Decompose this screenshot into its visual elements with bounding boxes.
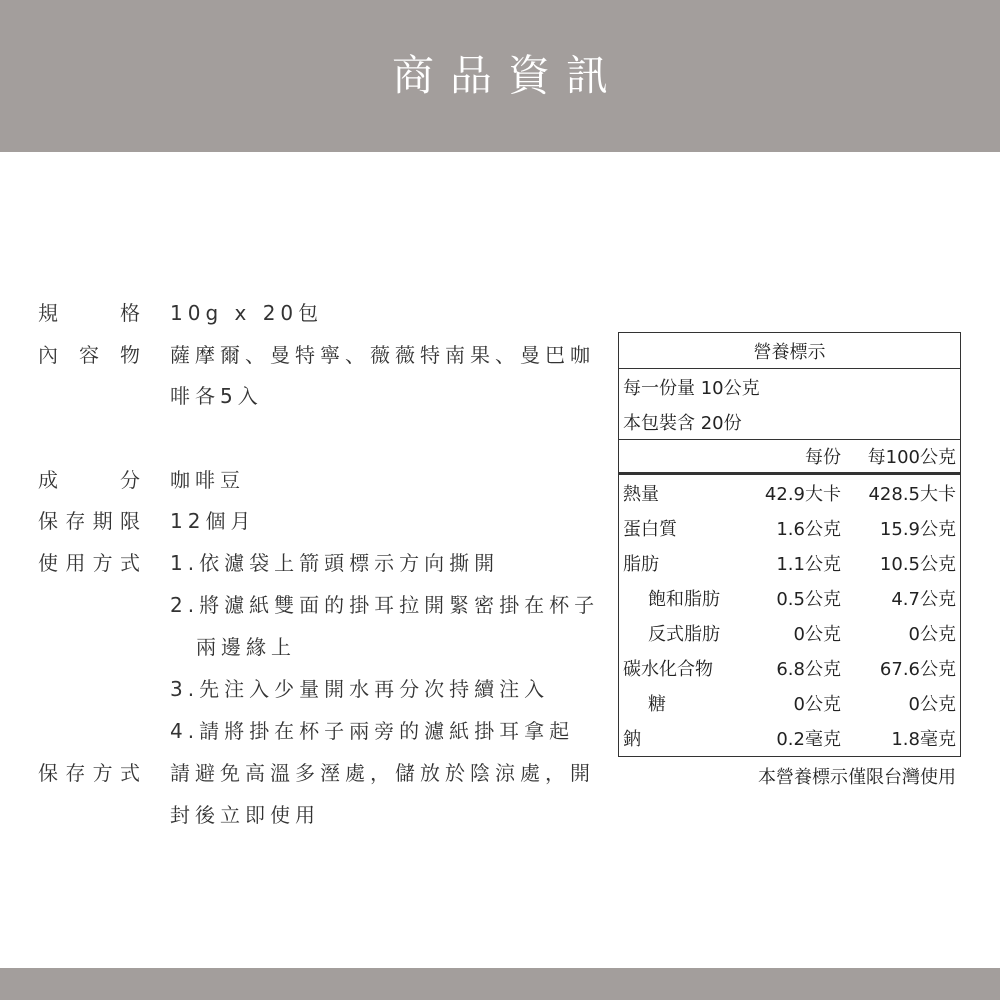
nutrient-row-trans-fat [619, 615, 960, 650]
nutrient-per-serving: 1.1公克 [776, 553, 841, 575]
spec-value-storage-line-2: 封後立即使用 [170, 803, 320, 827]
page-title: 商品資訊 [391, 51, 624, 100]
nutrient-name: 飽和脂肪 [648, 588, 720, 610]
spec-value-storage-line-1: 請避免高溫多溼處，儲放於陰涼處，開 [170, 761, 595, 785]
usage-step-2-continued: 兩邊緣上 [196, 635, 296, 659]
spec-label-shelf-life: 保存期限 [38, 509, 140, 533]
nutrient-per-100g: 67.6公克 [879, 658, 956, 680]
usage-step-3: 3.先注入少量開水再分次持續注入 [170, 677, 550, 701]
usage-step-1: 1.依濾袋上箭頭標示方向撕開 [170, 551, 500, 575]
nutrient-row-sugar [619, 685, 960, 720]
usage-step-4: 4.請將掛在杯子兩旁的濾紙掛耳拿起 [170, 719, 575, 743]
nutrient-per-100g: 10.5公克 [879, 553, 956, 575]
nutrient-per-100g: 0公克 [908, 693, 956, 715]
footer-band [0, 968, 1000, 1000]
nutrient-per-serving: 0.5公克 [776, 588, 841, 610]
nutrient-per-serving: 1.6公克 [776, 518, 841, 540]
nutrient-name: 鈉 [623, 728, 641, 750]
nutrient-row-saturated-fat [619, 580, 960, 615]
nutrient-name: 反式脂肪 [648, 623, 720, 645]
spec-value-shelf-life: 12個月 [170, 509, 256, 533]
nutrient-name: 蛋白質 [623, 518, 677, 540]
nutrient-name: 熱量 [623, 483, 659, 505]
nutrient-per-100g: 428.5大卡 [868, 483, 956, 505]
nutrient-per-100g: 4.7公克 [891, 588, 956, 610]
nutrient-per-serving: 0.2毫克 [776, 728, 841, 750]
spec-label-contents: 內 容 物 [38, 343, 140, 367]
spec-label-ingredients: 成 分 [38, 468, 140, 492]
spec-value-size: 10g x 20包 [170, 301, 324, 325]
spec-value-contents-line-1: 薩摩爾、曼特寧、薇薇特南果、曼巴咖 [170, 343, 595, 367]
nutrient-row-sodium [619, 720, 960, 755]
header-band [0, 0, 1000, 152]
nutrient-name: 脂肪 [623, 553, 659, 575]
spec-label-storage: 保存方式 [38, 761, 140, 785]
nutrient-row-fat [619, 545, 960, 580]
nutrient-per-100g: 1.8毫克 [891, 728, 956, 750]
nutrition-title: 營養標示 [619, 333, 960, 369]
spec-label-usage: 使用方式 [38, 551, 140, 575]
nutrient-per-100g: 15.9公克 [879, 518, 956, 540]
spec-value-contents-line-2: 啡各5入 [170, 384, 263, 408]
nutrient-per-serving: 6.8公克 [776, 658, 841, 680]
usage-step-2: 2.將濾紙雙面的掛耳拉開緊密掛在杯子 [170, 593, 600, 617]
nutrition-footnote: 本營養標示僅限台灣使用 [758, 767, 956, 788]
nutrient-per-serving: 0公克 [793, 623, 841, 645]
nutrition-header-row [619, 440, 960, 475]
nutrition-table [618, 332, 961, 757]
nutrient-per-serving: 42.9大卡 [764, 483, 841, 505]
nutrient-per-100g: 0公克 [908, 623, 956, 645]
nutrient-row-carbohydrate [619, 650, 960, 685]
nutrient-name: 碳水化合物 [623, 658, 713, 680]
col-header-per-serving: 每份 [805, 447, 841, 468]
serving-size: 每一份量 10公克 [623, 378, 760, 399]
nutrient-row-energy [619, 475, 960, 510]
nutrient-row-protein [619, 510, 960, 545]
col-header-per-100g: 每100公克 [867, 447, 956, 468]
nutrient-name: 糖 [648, 693, 666, 715]
nutrient-per-serving: 0公克 [793, 693, 841, 715]
spec-value-ingredients: 咖啡豆 [170, 468, 245, 492]
spec-label-size: 規 格 [38, 301, 140, 325]
servings-per-package: 本包裝含 20份 [619, 405, 960, 440]
